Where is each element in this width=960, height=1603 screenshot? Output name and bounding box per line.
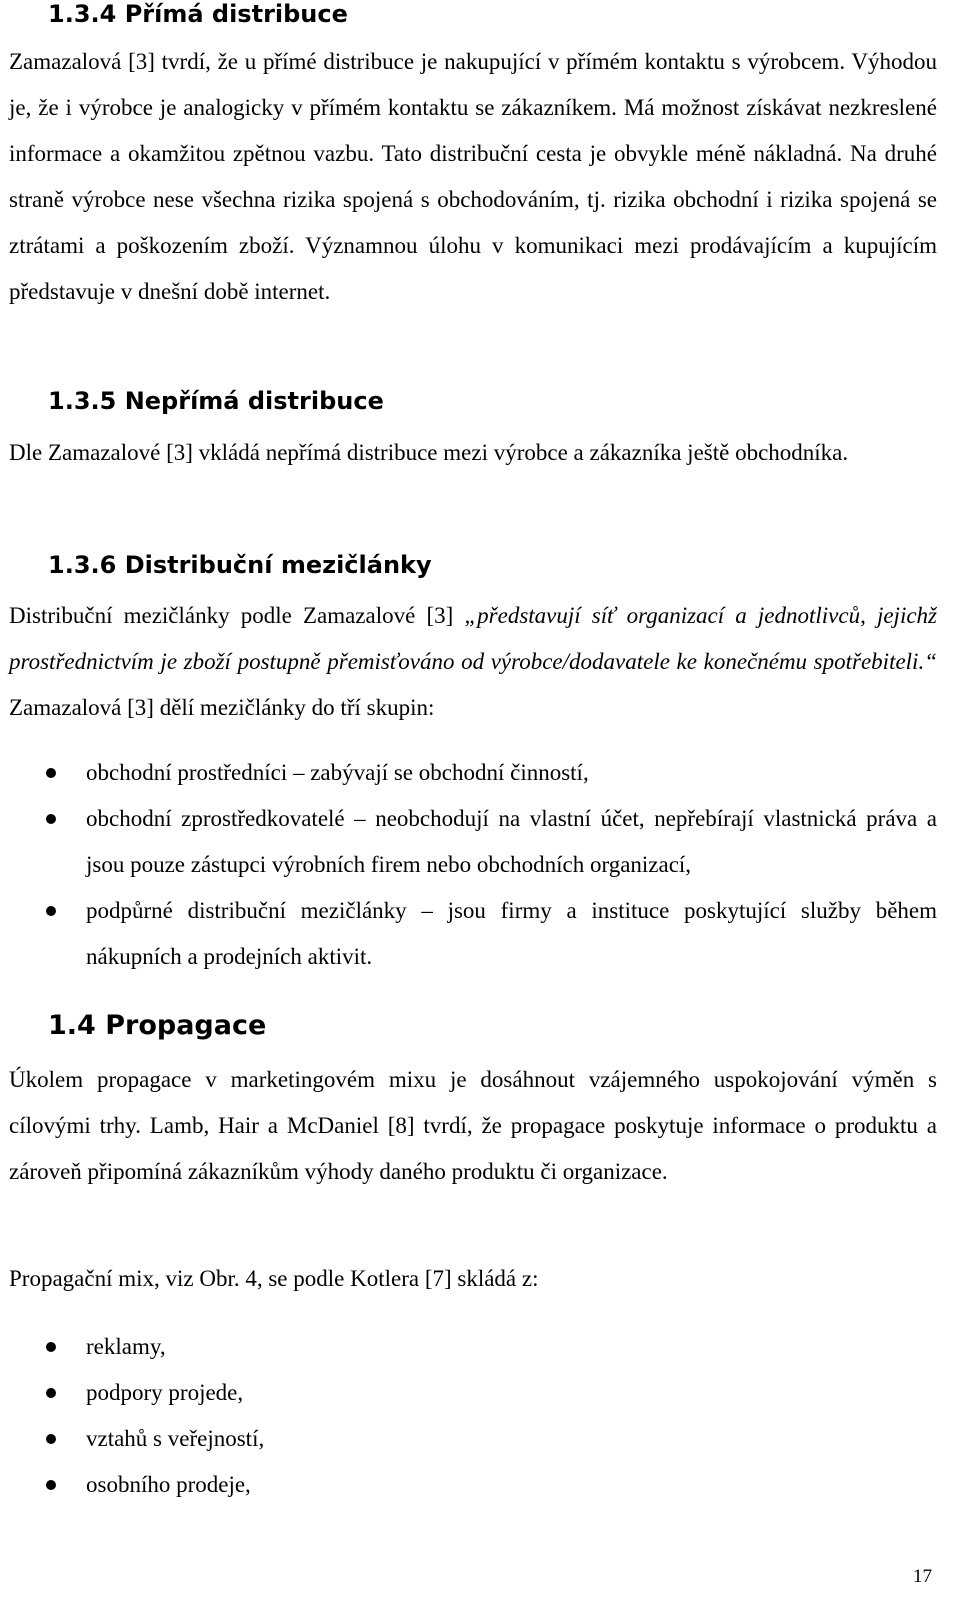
bullet-icon	[46, 906, 56, 916]
list-item: obchodní prostředníci – zabývají se obchodní činností,	[0, 750, 937, 796]
list-item: podpory projede,	[0, 1370, 937, 1416]
bullet-icon	[46, 768, 56, 778]
heading-1-3-4: 1.3.4 Přímá distribuce	[48, 0, 348, 28]
page-number: 17	[913, 1566, 932, 1587]
list-item: obchodní zprostředkovatelé – neobchodují na vlastní účet, nepřebírají vlastnická práva a jsou pouze zástupci výrobních firem nebo obchodních organizací,	[0, 796, 937, 888]
bullet-icon	[46, 1434, 56, 1444]
heading-1-4: 1.4 Propagace	[48, 1010, 267, 1041]
paragraph-promotion: Úkolem propagace v marketingovém mixu je dosáhnout vzájemného uspokojování výměn s cílovými trhy. Lamb, Hair a McDaniel [8] tvrdí, že propagace poskytuje informace o produktu a zároveň připomíná zákazníkům výhody daného produktu či organizace.	[9, 1067, 937, 1184]
heading-1-3-5: 1.3.5 Nepřímá distribuce	[48, 387, 384, 415]
intermediaries-quote: „představují síť organizací a jednotlivců, jejichž prostřednictvím je zboží postupně přemisťováno od výrobce/dodavatele ke konečnému spotřebiteli.“	[9, 603, 937, 674]
list-item: vztahů s veřejností,	[0, 1416, 937, 1462]
list-item: podpůrné distribuční mezičlánky – jsou firmy a instituce poskytující služby během nákupních a prodejních aktivit.	[0, 888, 937, 980]
paragraph-promotion-mix: Propagační mix, viz Obr. 4, se podle Kotlera [7] skládá z:	[9, 1266, 539, 1291]
list-item: reklamy,	[0, 1324, 937, 1370]
heading-1-3-6: 1.3.6 Distribuční mezičlánky	[48, 551, 432, 579]
bullet-icon	[46, 1388, 56, 1398]
bullet-icon	[46, 1480, 56, 1490]
bullet-icon	[46, 814, 56, 824]
intermediaries-outro: Zamazalová [3] dělí mezičlánky do tří skupin:	[9, 695, 435, 720]
promotion-mix-list	[0, 1324, 937, 1508]
list-item: osobního prodeje,	[0, 1462, 937, 1508]
paragraph-intermediaries	[9, 593, 937, 731]
paragraph-indirect-distribution: Dle Zamazalové [3] vkládá nepřímá distribuce mezi výrobce a zákazníka ještě obchodníka.	[9, 440, 849, 465]
bullet-icon	[46, 1342, 56, 1352]
intermediaries-list	[0, 750, 937, 980]
paragraph-direct-distribution: Zamazalová [3] tvrdí, že u přímé distribuce je nakupující v přímém kontaktu s výrobcem. Výhodou je, že i výrobce je analogicky v přímém kontaktu se zákazníkem. Má možnost získávat nezkreslené informace a okamžitou zpětnou vazbu. Tato distribuční cesta je obvykle méně nákladná. Na druhé straně výrobce nese všechna rizika spojená s obchodováním, tj. rizika obchodní i rizika spojená se ztrátami a poškozením zboží. Významnou úlohu v komunikaci mezi prodávajícím a kupujícím představuje v dnešní době internet.	[9, 49, 937, 304]
intermediaries-intro: Distribuční mezičlánky podle Zamazalové [3]	[9, 603, 465, 628]
